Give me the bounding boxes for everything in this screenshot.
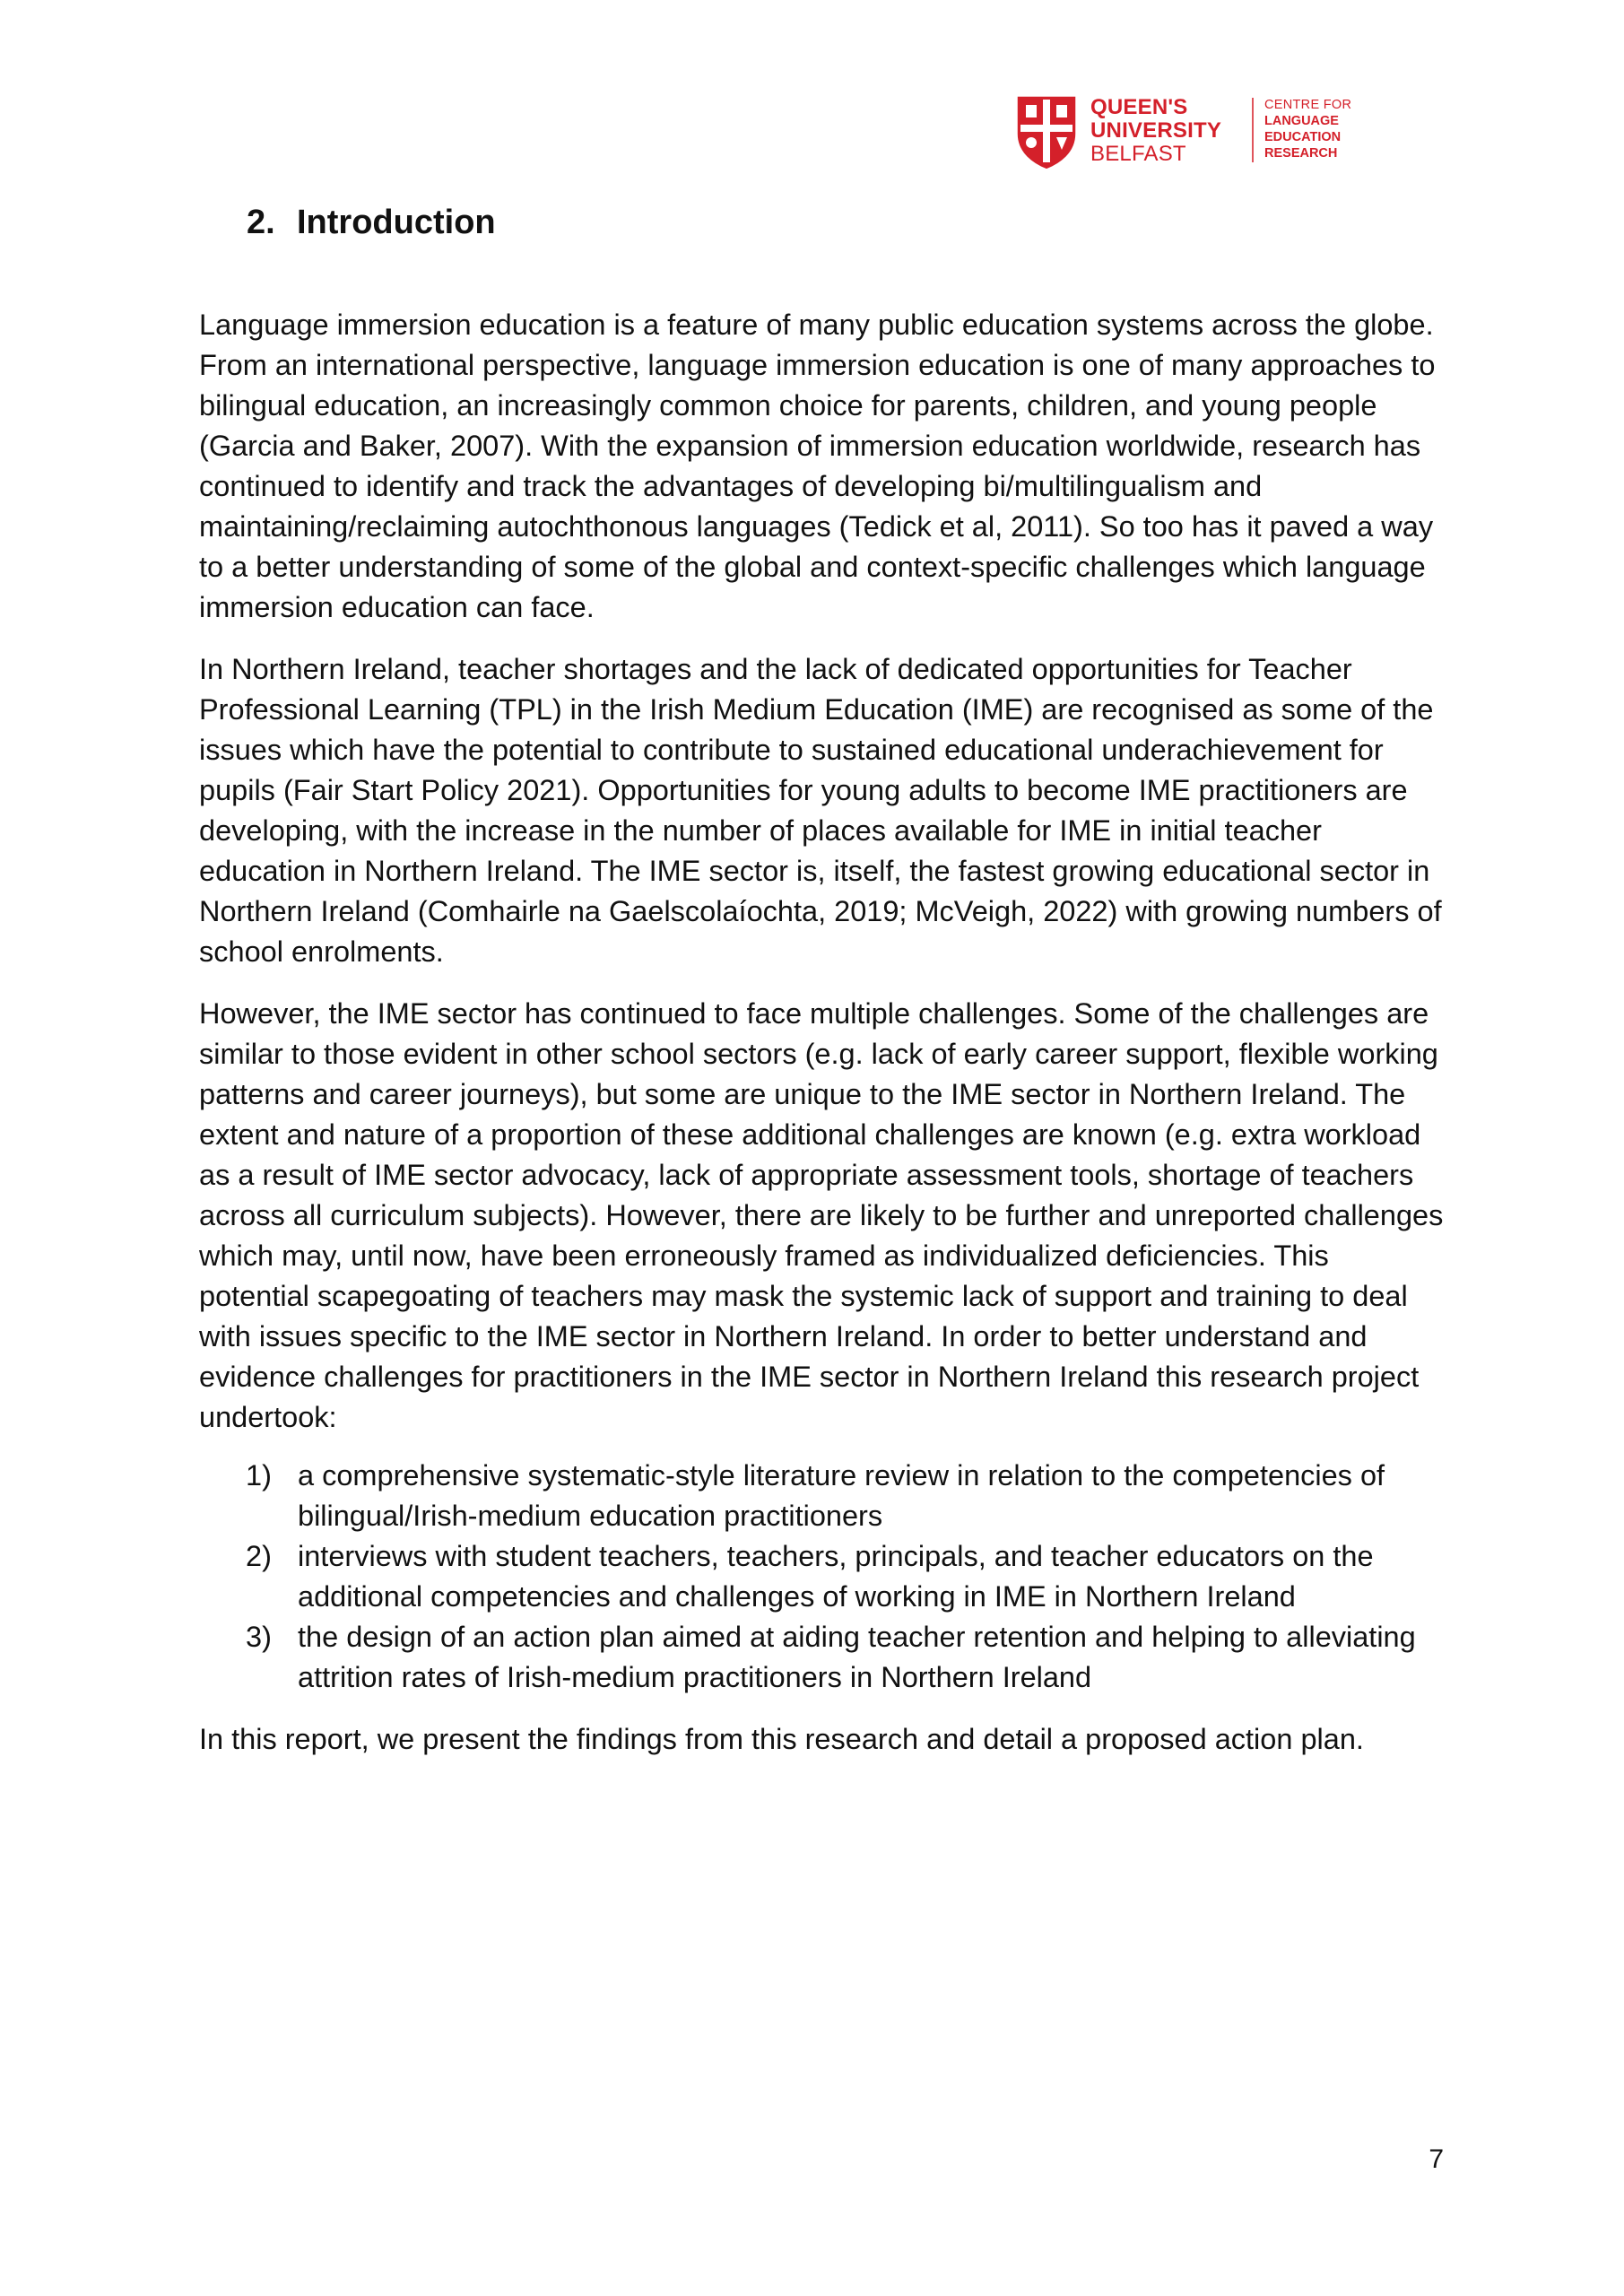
- list-item-text: the design of an action plan aimed at aiding teacher retention and helping to alleviating attrition rates of Irish-medium practitioners in Northern Ireland: [298, 1621, 1416, 1693]
- logo-line-3: BELFAST: [1090, 142, 1186, 166]
- closing-paragraph: In this report, we present the findings from this research and detail a proposed action plan.: [199, 1723, 1364, 1755]
- numbered-list: [199, 1456, 1446, 1698]
- centre-name: [1264, 97, 1351, 161]
- page-number: 7: [1429, 2144, 1444, 2174]
- list-marker: 3): [246, 1621, 272, 1653]
- centre-line-1: CENTRE FOR: [1264, 98, 1352, 112]
- paragraph: In Northern Ireland, teacher shortages and the lack of dedicated opportunities for Teacher Professional Learning (TPL) in the Irish Medium Education (IME) are recognised as some of the issues which have the potential to contribute to sustained educational underachievement for pupils (Fair Start Policy 2021). Opportunities for young adults to become IME practitioners are developing, with the increase in the number of places available for IME in initial teacher education in Northern Ireland. The IME sector is, itself, the fastest growing educational sector in Northern Ireland (Comhairle na Gaelscolaíochta, 2019; McVeigh, 2022) with growing numbers of school enrolments.: [199, 653, 1442, 968]
- university-logo: [1013, 92, 1354, 175]
- university-name: [1090, 96, 1221, 166]
- section-heading: [247, 199, 496, 246]
- section-title: Introduction: [297, 204, 496, 241]
- document-body: [199, 305, 1446, 1781]
- university-crest-icon: [1013, 92, 1080, 171]
- list-item: [199, 1456, 1446, 1536]
- paragraph: However, the IME sector has continued to face multiple challenges. Some of the challenges are similar to those evident in other school sectors (e.g. lack of early career support, flexible working patterns and career journeys), but some are unique to the IME sector in Northern Ireland. The extent and nature of a proportion of these additional challenges are known (e.g. extra workload as a result of IME sector advocacy, lack of appropriate assessment tools, shortage of teachers across all curriculum subjects). However, there are likely to be further and unreported challenges which may, until now, have been erroneously framed as individualized deficiencies. This potential scapegoating of teachers may mask the systemic lack of support and training to deal with issues specific to the IME sector in Northern Ireland. In order to better understand and evidence challenges for practitioners in the IME sector in Northern Ireland this research project undertook:: [199, 997, 1444, 1433]
- list-item-text: a comprehensive systematic-style literature review in relation to the competencies of bilingual/Irish-medium education practitioners: [298, 1459, 1385, 1532]
- logo-divider: [1252, 98, 1254, 162]
- section-number: 2.: [247, 204, 275, 241]
- list-item: [199, 1536, 1446, 1617]
- centre-line-3: EDUCATION: [1264, 130, 1342, 144]
- logo-line-1: QUEEN'S: [1090, 95, 1188, 119]
- list-item: [199, 1617, 1446, 1698]
- centre-line-2: LANGUAGE: [1264, 114, 1339, 128]
- list-item-text: interviews with student teachers, teachers, principals, and teacher educators on the additional competencies and challenges of working in IME in Northern Ireland: [298, 1540, 1374, 1613]
- list-marker: 1): [246, 1459, 272, 1492]
- centre-line-4: RESEARCH: [1264, 146, 1338, 161]
- list-marker: 2): [246, 1540, 272, 1572]
- logo-line-2: UNIVERSITY: [1090, 118, 1222, 143]
- paragraph: Language immersion education is a feature of many public education systems across the globe. From an international perspective, language immersion education is one of many approaches to bilingual education, an increasingly common choice for parents, children, and young people (Garcia and Baker, 2007). With the expansion of immersion education worldwide, research has continued to identify and track the advantages of developing bi/multilingualism and maintaining/reclaiming autochthonous languages (Tedick et al, 2011). So too has it paved a way to a better understanding of some of the global and context-specific challenges which language immersion education can face.: [199, 309, 1436, 623]
